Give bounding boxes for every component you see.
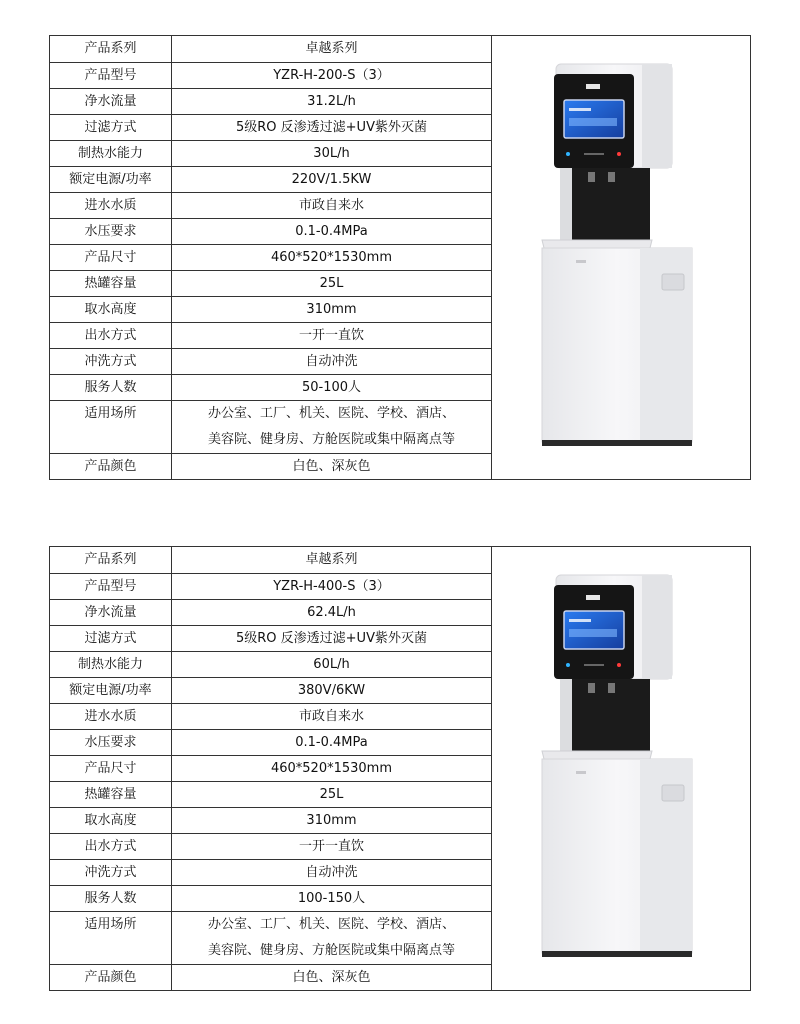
row-label: 制热水能力 (50, 140, 172, 166)
row-value: 自动冲洗 (172, 859, 492, 885)
spec-table-2 (50, 547, 492, 990)
table-row (50, 833, 492, 859)
table-row (50, 625, 492, 651)
row-label: 出水方式 (50, 833, 172, 859)
table-row (50, 859, 492, 885)
table-row (50, 807, 492, 833)
row-label: 取水高度 (50, 807, 172, 833)
row-label: 服务人数 (50, 374, 172, 400)
row-label: 产品系列 (50, 36, 172, 62)
row-value: 白色、深灰色 (172, 453, 492, 479)
row-value: 220V/1.5KW (172, 166, 492, 192)
row-value: YZR-H-400-S（3） (172, 573, 492, 599)
row-value: 自动冲洗 (172, 348, 492, 374)
table-row (50, 911, 492, 964)
table-row (50, 755, 492, 781)
row-value: 0.1-0.4MPa (172, 218, 492, 244)
table-row (50, 296, 492, 322)
table-row (50, 729, 492, 755)
row-label: 净水流量 (50, 88, 172, 114)
row-label: 额定电源/功率 (50, 677, 172, 703)
product-spec-block-2 (49, 546, 751, 991)
table-row (50, 453, 492, 479)
table-row (50, 88, 492, 114)
row-label: 冲洗方式 (50, 348, 172, 374)
application-value (172, 400, 492, 453)
row-value: 市政自来水 (172, 192, 492, 218)
row-value: 市政自来水 (172, 703, 492, 729)
table-row (50, 400, 492, 453)
water-dispenser-image (492, 36, 750, 479)
row-label: 水压要求 (50, 729, 172, 755)
row-value: 一开一直饮 (172, 833, 492, 859)
row-label: 进水水质 (50, 703, 172, 729)
table-row (50, 374, 492, 400)
table-row (50, 651, 492, 677)
row-label: 产品颜色 (50, 453, 172, 479)
row-label: 适用场所 (50, 911, 172, 964)
row-label: 水压要求 (50, 218, 172, 244)
table-row (50, 322, 492, 348)
row-value: 25L (172, 781, 492, 807)
row-label: 产品型号 (50, 62, 172, 88)
application-line: 办公室、工厂、机关、医院、学校、酒店、 (207, 916, 455, 932)
table-row (50, 244, 492, 270)
table-row (50, 348, 492, 374)
table-row (50, 885, 492, 911)
application-line: 美容院、健身房、方舱医院或集中隔离点等 (207, 942, 455, 958)
row-label: 额定电源/功率 (50, 166, 172, 192)
table-row (50, 218, 492, 244)
table-row (50, 270, 492, 296)
row-value: 60L/h (172, 651, 492, 677)
table-row (50, 166, 492, 192)
row-value: 白色、深灰色 (172, 964, 492, 990)
row-value: 31.2L/h (172, 88, 492, 114)
row-value: 一开一直饮 (172, 322, 492, 348)
row-label: 产品颜色 (50, 964, 172, 990)
row-label: 服务人数 (50, 885, 172, 911)
row-label: 热罐容量 (50, 270, 172, 296)
table-row (50, 36, 492, 62)
table-row (50, 599, 492, 625)
table-row (50, 573, 492, 599)
row-value: 310mm (172, 807, 492, 833)
water-dispenser-image (492, 547, 750, 990)
table-row (50, 62, 492, 88)
product-spec-block-1 (49, 35, 751, 480)
row-label: 适用场所 (50, 400, 172, 453)
row-value: 380V/6KW (172, 677, 492, 703)
table-row (50, 140, 492, 166)
row-label: 过滤方式 (50, 625, 172, 651)
table-row (50, 114, 492, 140)
row-label: 产品尺寸 (50, 755, 172, 781)
row-value: 卓越系列 (172, 547, 492, 573)
row-label: 产品尺寸 (50, 244, 172, 270)
row-label: 热罐容量 (50, 781, 172, 807)
row-label: 取水高度 (50, 296, 172, 322)
row-label: 过滤方式 (50, 114, 172, 140)
row-value: 460*520*1530mm (172, 755, 492, 781)
row-value: 62.4L/h (172, 599, 492, 625)
row-label: 产品型号 (50, 573, 172, 599)
row-value: 5级RO 反渗透过滤+UV紫外灭菌 (172, 114, 492, 140)
table-row (50, 192, 492, 218)
row-value: YZR-H-200-S（3） (172, 62, 492, 88)
row-label: 制热水能力 (50, 651, 172, 677)
table-row (50, 964, 492, 990)
product-image-cell (492, 547, 750, 990)
row-value: 460*520*1530mm (172, 244, 492, 270)
row-value: 100-150人 (172, 885, 492, 911)
row-value: 25L (172, 270, 492, 296)
application-line: 美容院、健身房、方舱医院或集中隔离点等 (207, 431, 455, 447)
row-label: 进水水质 (50, 192, 172, 218)
table-row (50, 547, 492, 573)
row-value: 310mm (172, 296, 492, 322)
table-row (50, 703, 492, 729)
row-value: 5级RO 反渗透过滤+UV紫外灭菌 (172, 625, 492, 651)
spec-table-1 (50, 36, 492, 479)
table-row (50, 781, 492, 807)
row-label: 净水流量 (50, 599, 172, 625)
row-label: 产品系列 (50, 547, 172, 573)
product-image-cell (492, 36, 750, 479)
row-value: 卓越系列 (172, 36, 492, 62)
row-value: 30L/h (172, 140, 492, 166)
row-label: 出水方式 (50, 322, 172, 348)
application-value (172, 911, 492, 964)
row-value: 50-100人 (172, 374, 492, 400)
table-row (50, 677, 492, 703)
application-line: 办公室、工厂、机关、医院、学校、酒店、 (207, 405, 455, 421)
row-value: 0.1-0.4MPa (172, 729, 492, 755)
row-label: 冲洗方式 (50, 859, 172, 885)
